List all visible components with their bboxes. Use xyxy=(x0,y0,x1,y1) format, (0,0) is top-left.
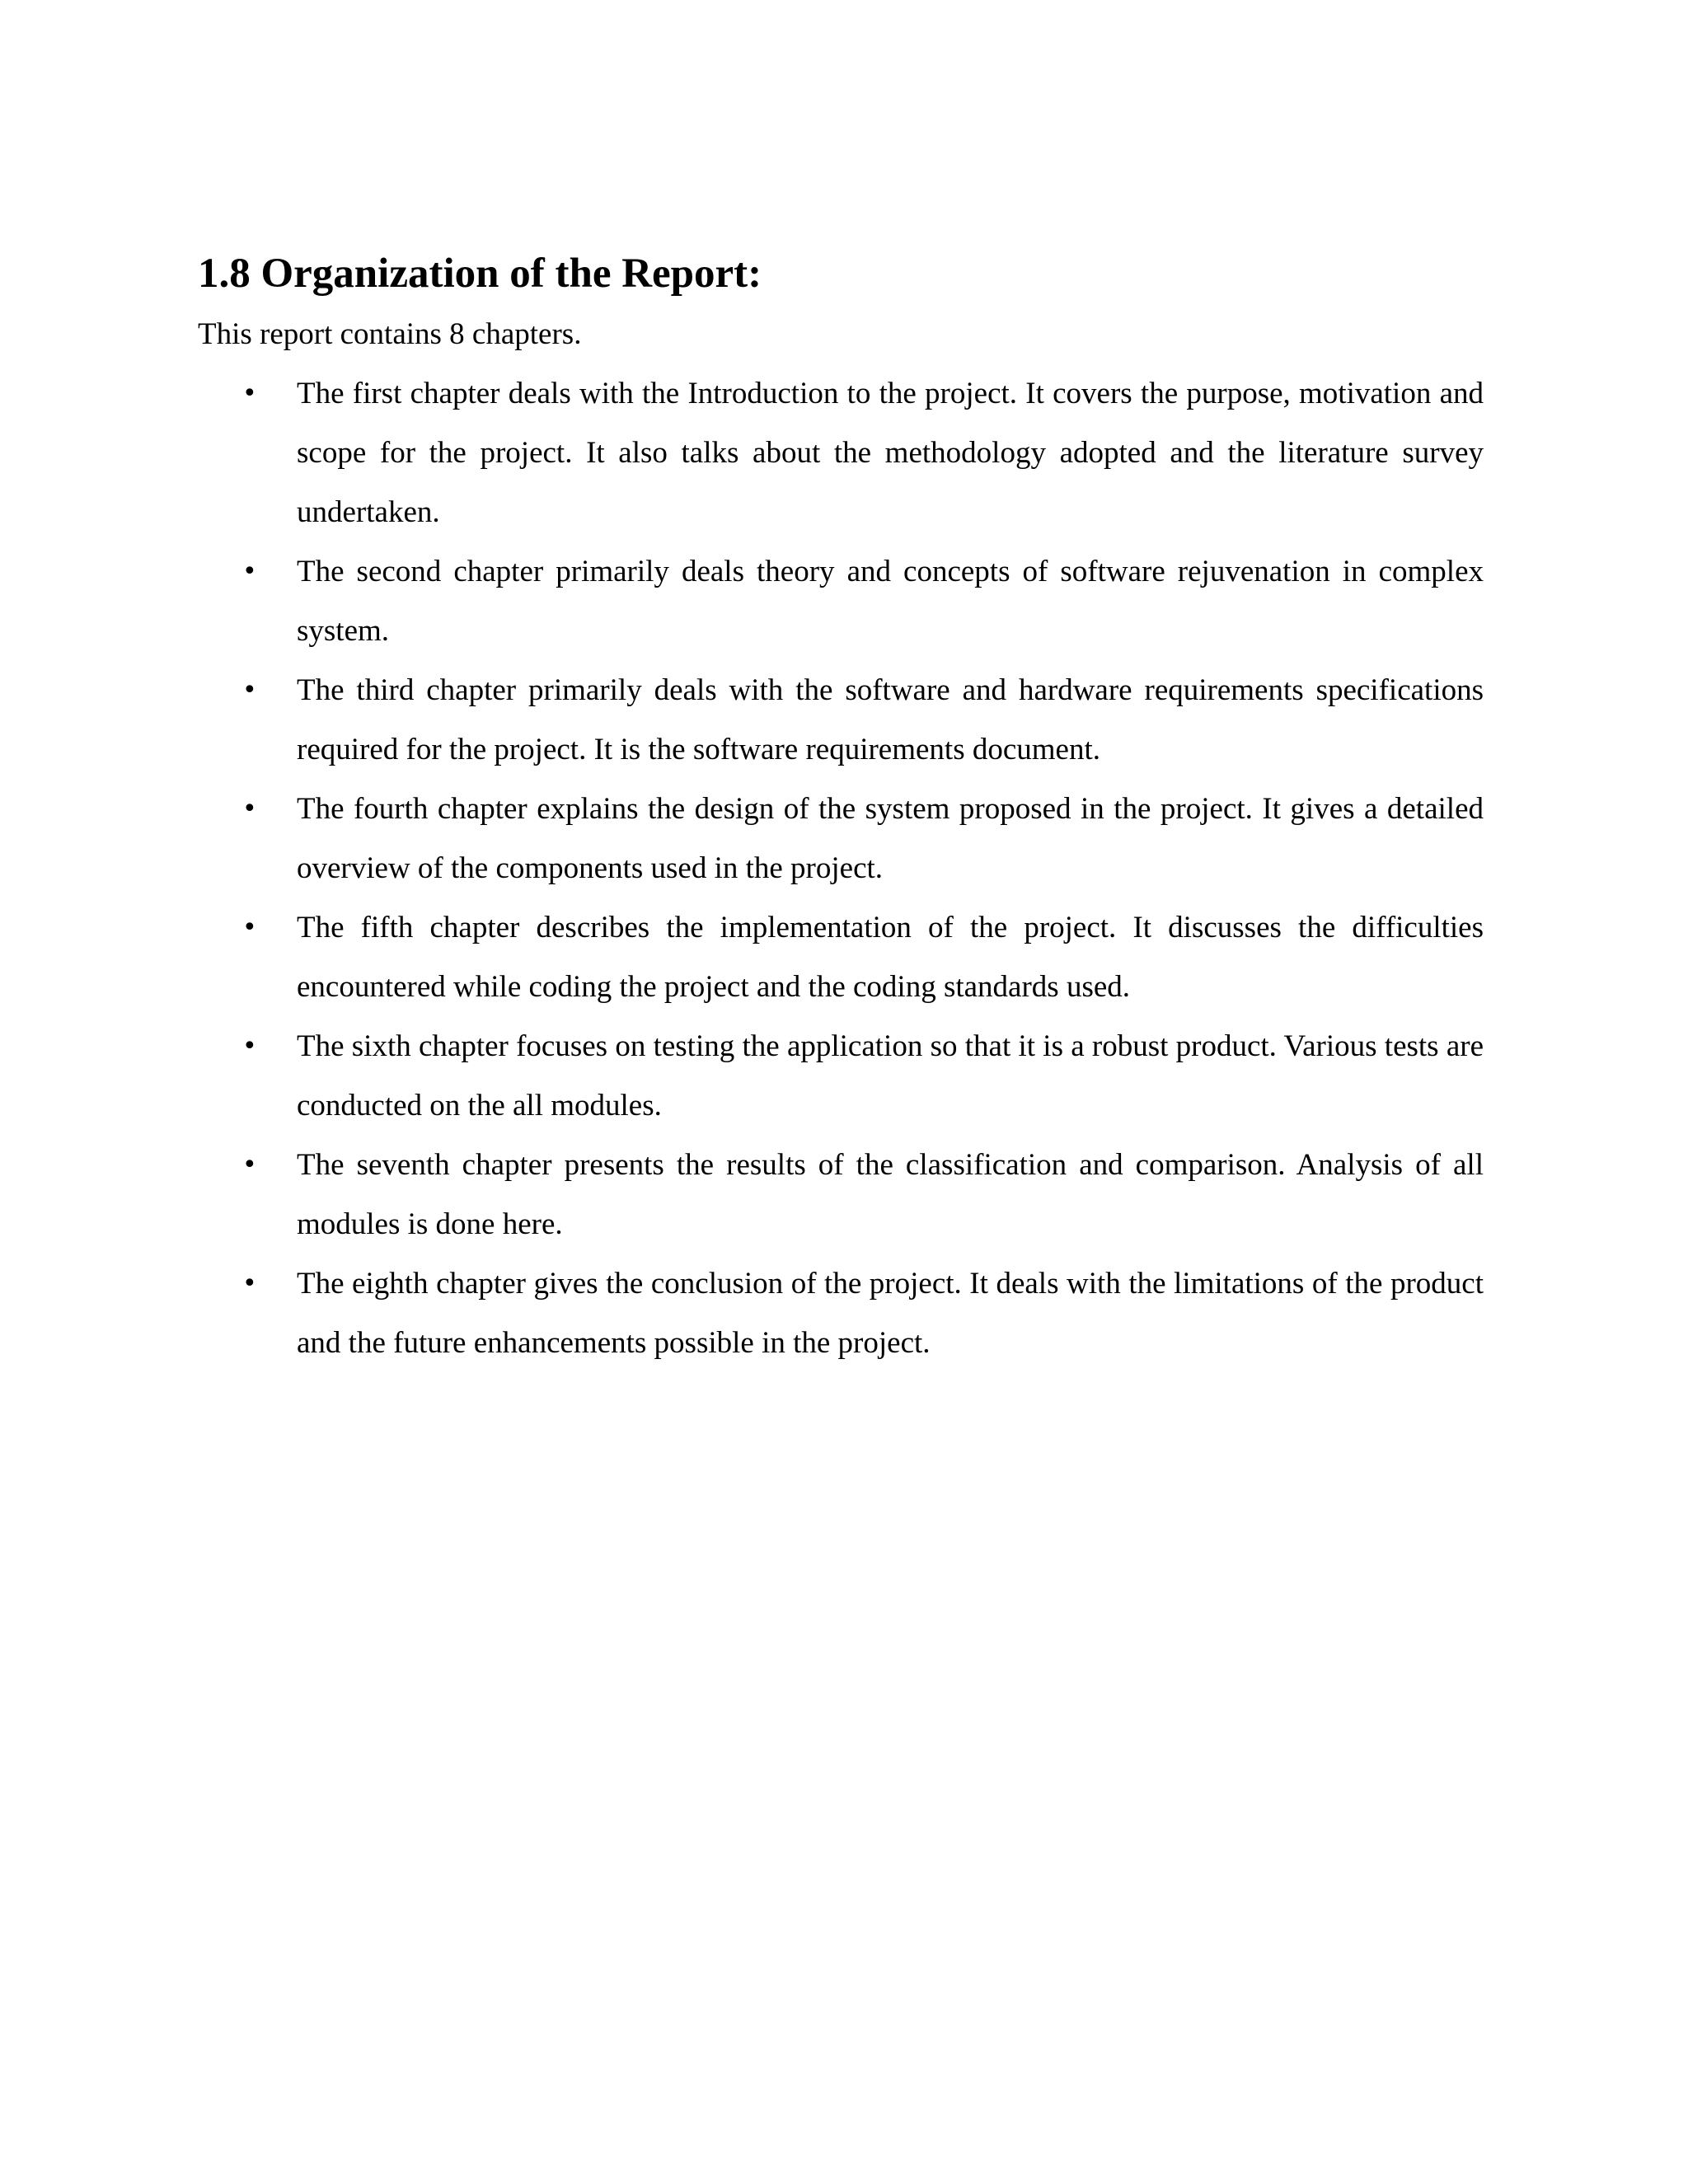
chapter-text: The third chapter primarily deals with the software and hardware requirements specifications required for the project. It is the software requirements document. xyxy=(297,673,1484,766)
document-content xyxy=(198,247,1484,1373)
chapter-item xyxy=(198,364,1484,542)
chapter-item xyxy=(198,1136,1484,1254)
section-heading: 1.8 Organization of the Report: xyxy=(198,251,762,297)
chapter-text: The sixth chapter focuses on testing the application so that it is a robust product. Various tests are conducted on the all modules. xyxy=(297,1029,1484,1122)
chapter-item xyxy=(198,780,1484,898)
chapter-item xyxy=(198,661,1484,780)
chapter-item xyxy=(198,1254,1484,1373)
chapter-text: The second chapter primarily deals theory and concepts of software rejuvenation in complex system. xyxy=(297,555,1484,648)
chapter-item xyxy=(198,542,1484,661)
bullet-icon: • xyxy=(242,557,257,586)
bullet-icon: • xyxy=(242,379,257,408)
chapter-text: The fourth chapter explains the design of the system proposed in the project. It gives a detailed overview of the components used in the project. xyxy=(297,792,1484,885)
intro-paragraph: This report contains 8 chapters. xyxy=(198,317,582,351)
chapter-item xyxy=(198,898,1484,1017)
bullet-icon: • xyxy=(242,913,257,942)
chapter-text: The seventh chapter presents the results of the classification and comparison. Analysis of all modules is done here. xyxy=(297,1148,1484,1241)
chapter-text: The eighth chapter gives the conclusion of the project. It deals with the limitations of the product and the future enhancements possible in the project. xyxy=(297,1267,1484,1360)
bullet-icon: • xyxy=(242,1032,257,1061)
chapter-item xyxy=(198,1017,1484,1136)
bullet-icon: • xyxy=(242,1269,257,1298)
bullet-icon: • xyxy=(242,794,257,823)
chapter-text: The fifth chapter describes the implementation of the project. It discusses the difficulties encountered while coding the project and the coding standards used. xyxy=(297,911,1484,1004)
bullet-icon: • xyxy=(242,676,257,705)
chapter-list xyxy=(198,364,1484,1373)
bullet-icon: • xyxy=(242,1151,257,1179)
chapter-text: The first chapter deals with the Introduction to the project. It covers the purpose, motivation and scope for the project. It also talks about the methodology adopted and the literature survey undertaken. xyxy=(297,377,1484,529)
